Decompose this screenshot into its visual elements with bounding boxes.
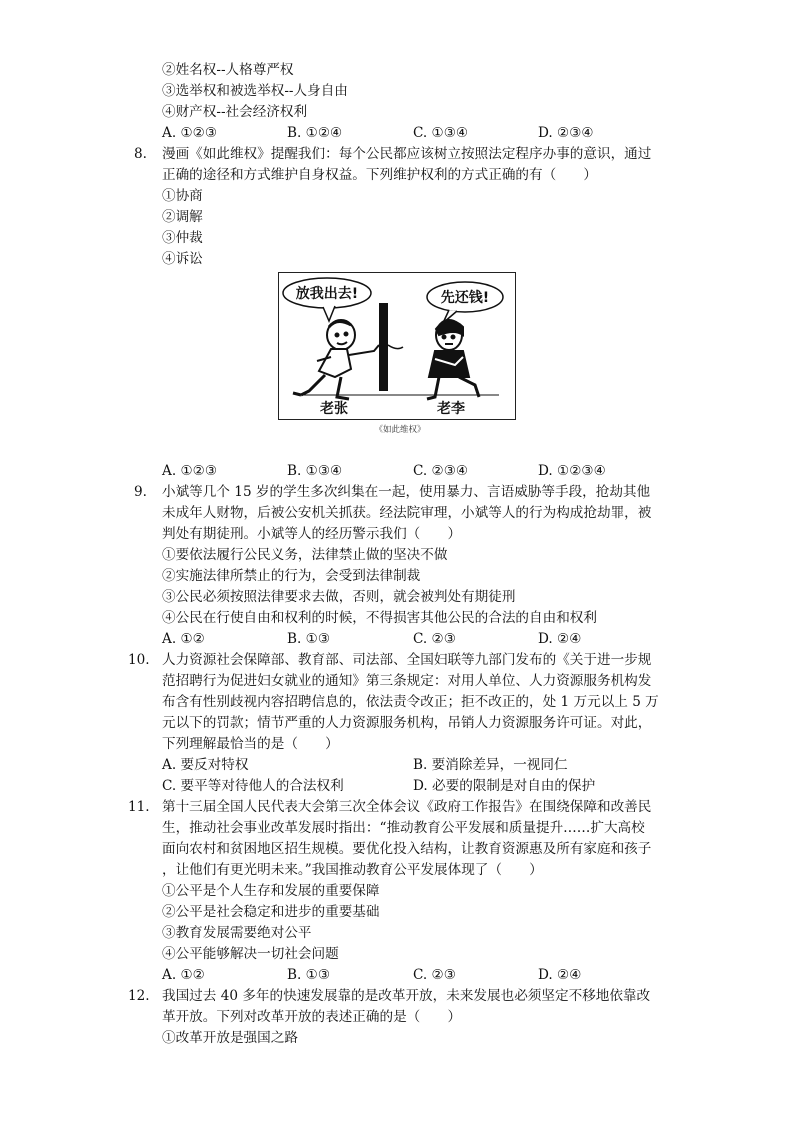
q11-stem-line: 第十三届全国人民代表大会第三次全体会议《政府工作报告》在围绕保障和改善民 xyxy=(162,799,652,815)
cartoon-drawing xyxy=(279,273,516,420)
q7-option-b: B. ①②④ xyxy=(287,125,343,141)
q11-option-d: D. ②④ xyxy=(538,967,582,983)
q9-item-4: ④公民在行使自由和权利的时候，不得损害其他公民的合法的自由和权利 xyxy=(162,610,597,626)
q12-stem-line: 我国过去 40 多年的快速发展靠的是改革开放，未来发展也必须坚定不移地依靠改 xyxy=(162,988,651,1004)
cartoon-caption: 《如此维权》 xyxy=(374,425,426,435)
q11-item-3: ③教育发展需要绝对公平 xyxy=(162,925,312,941)
q8-number: 8. xyxy=(134,146,147,162)
q9-number: 9. xyxy=(134,484,147,500)
q9-stem-line: 未成年人财物，后被公安机关抓获。经法院审理，小斌等人的行为构成抢劫罪，被 xyxy=(162,505,652,521)
q9-option-b: B. ①③ xyxy=(287,631,331,647)
q11-item-1: ①公平是个人生存和发展的重要保障 xyxy=(162,883,380,899)
q7-option-a: A. ①②③ xyxy=(162,125,218,141)
q9-stem-line: 小斌等几个 15 岁的学生多次纠集在一起，使用暴力、言语威胁等手段，抢劫其他 xyxy=(162,484,651,500)
q10-option-d: D. 必要的限制是对自由的保护 xyxy=(413,778,596,794)
figure-lao-zhang xyxy=(293,320,379,399)
figure-lao-li xyxy=(427,320,479,399)
q9-item-2: ②实施法律所禁止的行为，会受到法律制裁 xyxy=(162,568,421,584)
q10-number: 10. xyxy=(128,652,150,668)
q8-stem-line: 漫画《如此维权》提醒我们：每个公民都应该树立按照法定程序办事的意识，通过 xyxy=(162,146,652,162)
q7-item-4: ④财产权--社会经济权利 xyxy=(162,104,308,120)
q7-item-2: ②姓名权--人格尊严权 xyxy=(162,62,294,78)
q8-item-1: ①协商 xyxy=(162,188,203,204)
q11-option-a: A. ①② xyxy=(162,967,205,983)
q9-option-d: D. ②④ xyxy=(538,631,582,647)
q7-option-c: C. ①③④ xyxy=(413,125,469,141)
q10-stem-line: 人力资源社会保障部、教育部、司法部、全国妇联等九部门发布的《关于进一步规 xyxy=(162,652,652,668)
q11-stem-line: 生，推动社会事业改革发展时指出：“推动教育公平发展和质量提升……扩大高校 xyxy=(162,820,645,836)
q8-option-d: D. ①②③④ xyxy=(538,463,606,479)
cartoon-image xyxy=(278,272,516,420)
q10-option-c: C. 要平等对待他人的合法权利 xyxy=(162,778,344,794)
q10-stem-line: 范招聘行为促进妇女就业的通知》第三条规定：对用人单位、人力资源服务机构发 xyxy=(162,673,652,689)
q11-stem-line: 面向农村和贫困地区招生规模。要优化投入结构，让教育资源惠及所有家庭和孩子 xyxy=(162,841,652,857)
q8-item-2: ②调解 xyxy=(162,209,203,225)
right-figure-name: 老李 xyxy=(437,401,465,417)
q8-item-4: ④诉讼 xyxy=(162,251,203,267)
q10-option-a: A. 要反对特权 xyxy=(162,757,249,773)
q9-item-3: ③公民必须按照法律要求去做，否则，就会被判处有期徒刑 xyxy=(162,589,516,605)
q11-number: 11. xyxy=(128,799,150,815)
q10-stem-line: 下列理解最恰当的是（ ） xyxy=(162,736,339,752)
left-bubble-text: 放我出去! xyxy=(295,286,359,302)
q10-option-b: B. 要消除差异，一视同仁 xyxy=(413,757,568,773)
q12-stem-line: 革开放。下列对改革开放的表述正确的是（ ） xyxy=(162,1009,462,1025)
q9-stem-line: 判处有期徒刑。小斌等人的经历警示我们（ ） xyxy=(162,526,462,542)
q12-number: 12. xyxy=(128,988,150,1004)
q8-option-b: B. ①③④ xyxy=(287,463,343,479)
q11-option-b: B. ①③ xyxy=(287,967,331,983)
q11-item-2: ②公平是社会稳定和进步的重要基础 xyxy=(162,904,380,920)
cartoon-pole xyxy=(379,303,388,391)
q10-stem-line: 布含有性别歧视内容招聘信息的，依法责令改正；拒不改正的，处 1 万元以上 5 万 xyxy=(162,694,659,710)
q8-stem-line: 正确的途径和方式维护自身权益。下列维护权利的方式正确的有（ ） xyxy=(162,167,597,183)
right-bubble-text: 先还钱! xyxy=(440,290,490,306)
q9-option-c: C. ②③ xyxy=(413,631,456,647)
q8-option-c: C. ②③④ xyxy=(413,463,469,479)
q11-item-4: ④公平能够解决一切社会问题 xyxy=(162,946,339,962)
cartoon-chain xyxy=(388,345,403,349)
q11-option-c: C. ②③ xyxy=(413,967,456,983)
q9-item-1: ①要依法履行公民义务，法律禁止做的坚决不做 xyxy=(162,547,448,563)
q8-option-a: A. ①②③ xyxy=(162,463,218,479)
left-figure-name: 老张 xyxy=(320,401,348,417)
q8-item-3: ③仲裁 xyxy=(162,230,203,246)
q7-item-3: ③选举权和被选举权--人身自由 xyxy=(162,83,348,99)
q7-option-d: D. ②③④ xyxy=(538,125,594,141)
q9-option-a: A. ①② xyxy=(162,631,205,647)
q11-stem-line: ，让他们有更光明未来。”我国推动教育公平发展体现了（ ） xyxy=(162,862,543,878)
q10-stem-line: 元以下的罚款；情节严重的人力资源服务机构，吊销人力资源服务许可证。对此， xyxy=(162,715,652,731)
left-bubble-tail xyxy=(323,306,335,321)
q12-item-1: ①改革开放是强国之路 xyxy=(162,1030,298,1046)
